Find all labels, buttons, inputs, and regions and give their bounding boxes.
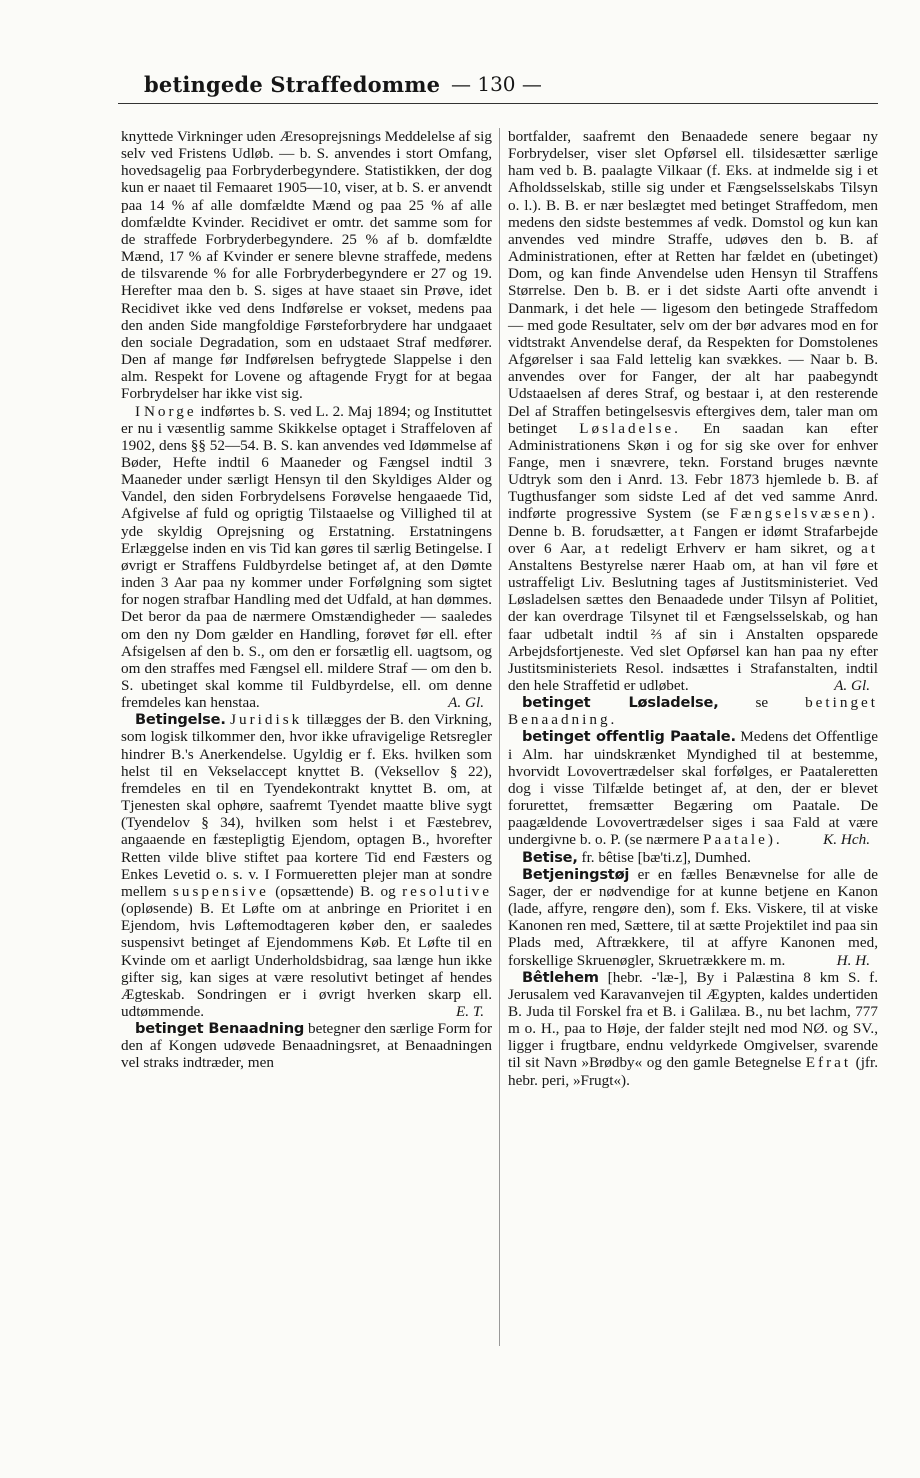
spaced-word: Norge (143, 402, 197, 420)
entry-lemma: Bêtlehem (522, 968, 599, 986)
header-rule (118, 103, 878, 104)
page-number: — 130 — (451, 72, 542, 96)
paragraph-continuation: knyttede Virkninger uden Æresoprejsnings Meddelelse af sig selv ved Fristens Udløb. — b. S. anvendes i stort Omfang, hovedsagelig paa Forbryderbegyndere. Statistikken, der dog kun er naaet til Femaaret 1905—10, viser, at b. S. er anvendt paa 14 % af alle domfældte Mænd og paa 25 % af alle domfældte Kvinder. Recidivet er omtr. det samme som for de straffede Forbryderbegyndere. 25 % af b. domfældte Mænd, 17 % af Kvinder er senere blevne straffede, medens de tilsvarende % for alle Forbryderbegyndere er 27 og 19. Herefter maa den b. S. siges at have staaet sin Prøve, idet Recidivet ikke ved dens Indførelse er vokset, medens paa den anden Side mangfoldige Førsteforbrydere har undgaaet den sociale Degradation, som en udstaaet Straf medfører. Den af mange før Indførelsen befrygtede Slappelse i den alm. Respekt for Lovene og aftagende Frygt for at begaa Forbrydelser har ikke vist sig. (121, 128, 492, 403)
cross-reference: betinget Benaadning. (508, 694, 878, 729)
author-signature: A. Gl. (448, 694, 484, 712)
entry-betinget-losladelse: betinget Løsladelse, se betinget Benaadning. (508, 694, 878, 729)
right-column (508, 128, 878, 1089)
cross-reference: Paatale). (703, 831, 783, 849)
paragraph-norge: I Norge indførtes b. S. ved L. 2. Maj 1894; og Instituttet er nu i væsentlig samme Skikkelse optaget i Straffeloven af 1902, dens §§ 52—54. B. S. kan anvendes ved Idømmelse af Bøder, Hefte indtil 6 Maaneder og Fængsel indtil 3 Maaneder under særligt Hensyn til den Skyldiges Alder og Vandel, den siden Forbrydelsens Forøvelse hengaaede Tid, Afgivelse af fuld og oprigtig Tilstaaelse og Villighed til at yde skyldig Oprejsning og Erstatning. Erstatningens Erlæggelse inden en vis Tid kan gøres til særlig Betingelse. I øvrigt er Straffens Fuldbyrdelse betinget af, at den Dømte inden 3 Aar paa ny kommer under Forfølgning som sigtet for nogen strafbar Handling med det Udfald, at han dømmes. Det beror da paa de nærmere Omstændigheder — saaledes om den ny Dom gælder en Handling, forøvet før ell. efter Afsigelsen af den b. S., om den er forsætlig ell. uagtsom, og om den straffes med Fængsel ell. mildere Straf — om den b. S. ubetinget skal komme til Fuldbyrdelse, ell. om denne fremdeles kan henstaa. A. Gl. (121, 402, 492, 712)
paragraph-benaadning-cont: bortfalder, saafremt den Benaadede senere begaar ny Forbrydelser, viser slet Opførsel ell. tilsidesætter særlige ham ved b. B. paalagte Vilkaar (f. Eks. at indmelde sig i et Afholdsselskab, stille sig under et Fængselsselskabs Tilsyn o. l.). B. B. er nær beslægtet med betinget Straffedom, men medens den sidste bestemmes af vedk. Domstol og kun kan anvendes ved mindre Straffe, udøves den b. B. af Administrationen, efter at Retten har fældet en (ubetinget) Dom, og kan finde Anvendelse uden Hensyn til Straffens Størrelse. Den b. B. er i det sidste Aarti ofte anvendt i Danmark, i det hele — ligesom den betingede Straffedom — med gode Resultater, selv om der bør advares mod en for vidtstrakt Anvendelse deraf, da Respekten for Domstolenes Afgørelser i saa Fald lettelig kan svækkes. — Naar b. B. anvendes over for Fanger, der alt har paabegyndt Udstaaelsen af deres Straf, og bestaar i, at den resterende Del af Straffen betingelsesvis eftergives dem, taler man om betinget Løsladelse. En saadan kan efter Administrationens Skøn i og for sig ske over for enhver Fange, men i snævrere, tekn. Forstand bruges nævnte Udtryk som den i Anrd. 13. Febr 1873 hjemlede b. B. af Tugthusfanger som sidste Led af det ved samme Anrd. indførte progressive System (se Fængselsvæsen). Denne b. B. forudsætter, at Fangen er idømt Strafarbejde over 6 Aar, at redeligt Erhverv er ham sikret, og at Anstaltens Bestyrelse nærer Haab om, at han vil føre et ustraffeligt Liv. Beslutning tages af Justitsministeriet. Ved Løsladelsen sættes den Benaadede under Tilsyn af Politiet, der kan overdrage Tilsynet til et Fængselsselskab, og han faar udbetalt indtil ⅔ af sin i Anstalten opsparede Arbejdsfortjeneste. Ved slet Opførsel kan han paa ny efter Justitsministeriets Resol. indsættes i Strafanstalten, indtil den hele Straffetid er udløbet. A. Gl. (508, 128, 879, 694)
entry-lemma: betinget Løsladelse, (522, 694, 719, 712)
entry-lemma: Betjeningstøj (522, 865, 630, 883)
entry-betjeningstoj: Betjeningstøj er en fælles Benævnelse for alle de Sager, der er nødvendige for at kunne betjene en Kanon (lade, affyre, rengøre den), som f. Eks. Viskere, til at viske Kanonen ren med, Sættere, til at sætte Projektilet ind paa sin Plads med, Aftrækkere, til at affyre Kanonen med, forskellige Skruenøgler, Skruetrækkere m. m. H. H. (508, 865, 878, 969)
entry-betlehem: Bêtlehem [hebr. -'læ-], By i Palæstina 8 km S. f. Jerusalem ved Karavanvejen til Ægypten, kaldes undertiden B. Juda til Forskel fra et B. i Galilæa. B., nu bet lachm, 777 m o. H., paa to Høje, der falder stejlt ned mod NØ. og SV., ligger i frugtbare, endnu veldyrkede Omgivelser, svarende til sit Navn »Brødby« og den gamle Betegnelse Efrat (jfr. hebr. peri, »Frugt«). (508, 968, 878, 1089)
author-signature: K. Hch. (823, 831, 870, 849)
column-divider (499, 128, 500, 1346)
running-title: betingede Straffedomme (144, 72, 441, 97)
entry-betingelse: Betingelse. Juridisk tillægges der B. den Virkning, som logisk tilkommer den, hvor ikke ufravigelige Retsregler hindrer B.'s Anerkendelse. Ugyldig er f. Eks. hvilken som helst til en Vekselaccept knyttet B. (Veksellov § 22), fremdeles en til en Tyendekontrakt knyttet B. om, at Tjenesten skal ophøre, saafremt Tyendet maatte blive sygt (Tyendelov § 34), hvilken som helst i et Fæstebrev, angaaende en fæstepligtig Ejendom, optagen B., hvorefter Retten vilde blive stiftet paa kortere Tid end Fæsters og Enkes Levetid o. s. v. I Formueretten plejer man at sondre mellem suspensive (opsættende) B. og resolutive (opløsende) B. Et Løfte om at anbringe en Prioritet i en Ejendom, hvis Løftemodtageren køber den, er saaledes suspensivt betinget af Ejendommens Køb. Et Løfte til en Kvinde om et aarligt Underholdsbidrag, saa længe hun ikke gifter sig, kan siges at være resolutivt betinget af hendes Ægteskab. Sondringen er i øvrigt hverken skarp ell. udtømmende. E. T. (121, 711, 493, 1020)
author-signature: A. Gl. (834, 677, 870, 694)
left-column (121, 128, 492, 1072)
entry-lemma: Betingelse. (135, 711, 226, 729)
entry-betinget-paatale: betinget offentlig Paatale. Medens det Offentlige i Alm. har uindskrænket Myndighed til at bestemme, hvorvidt Lovovertrædelser skal forfølges, er Paataleretten dog i visse Tilfælde betinget af, at den, der er blevet forurettet, fremsætter Begæring om Paatale. De paagældende Lovovertrædelser siges i saa Fald at være undergivne b. o. P. (se nærmere Paatale). K. Hch. (508, 728, 878, 849)
author-signature: H. H. (836, 951, 870, 969)
entry-lemma: betinget Benaadning (135, 1020, 305, 1038)
entry-lemma: betinget offentlig Paatale. (522, 728, 736, 746)
entry-betinget-benaadning: betinget Benaadning betegner den særlige Form for den af Kongen udøvede Benaadningsret, at Benaadningen vel straks indtræder, men (121, 1020, 493, 1072)
page-header (118, 66, 888, 102)
author-signature: E. T. (456, 1002, 484, 1020)
entry-lemma: Betise, (522, 848, 578, 866)
entry-betise: Betise, fr. bêtise [bæ'ti.z], Dumhed. (522, 848, 751, 866)
